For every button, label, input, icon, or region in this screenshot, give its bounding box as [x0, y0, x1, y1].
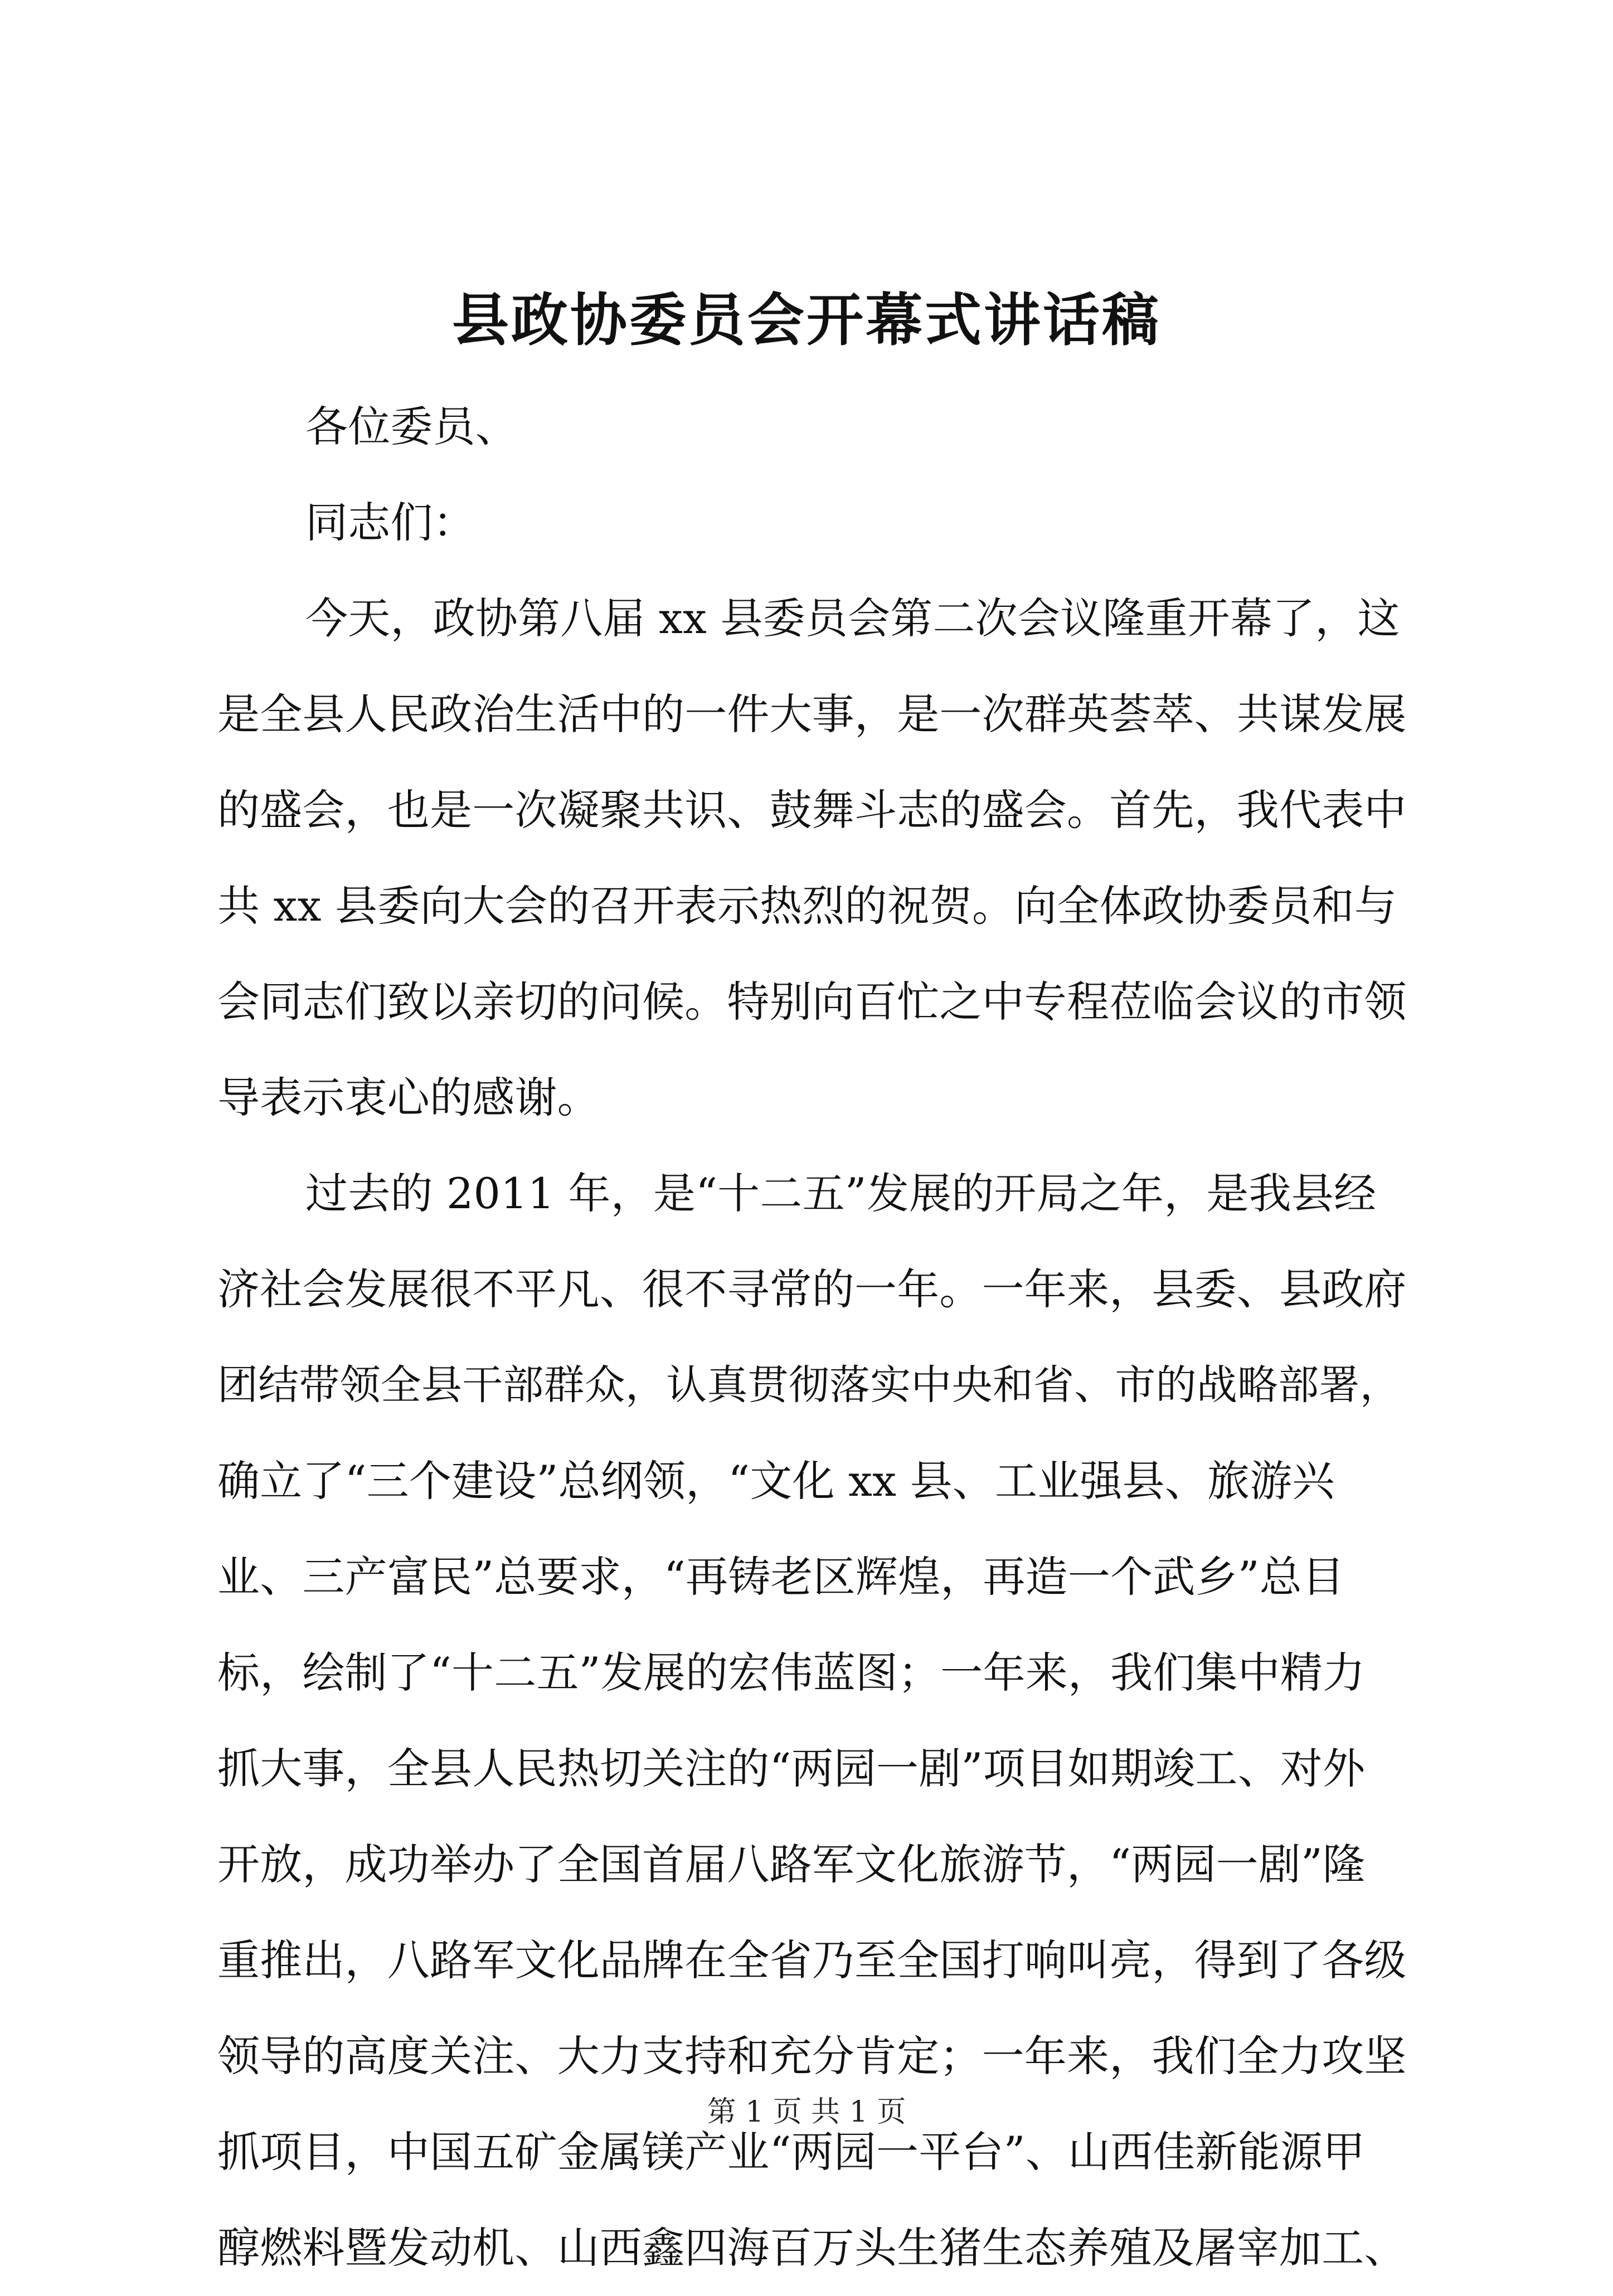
text-line: 团结带领全县干部群众，认真贯彻落实中央和省、市的战略部署，	[217, 1361, 1401, 1409]
text-line: 的盛会，也是一次凝聚共识、鼓舞斗志的盛会。首先，我代表中	[217, 785, 1407, 835]
text-line: 抓项目，中国五矿金属镁产业“两园一平台”、山西佳新能源甲	[217, 2127, 1366, 2177]
text-line: 导表示衷心的感谢。	[217, 1073, 600, 1122]
text-line: 是全县人民政治生活中的一件大事，是一次群英荟萃、共谋发展	[217, 689, 1407, 739]
text-line: 济社会发展很不平凡、很不寻常的一年。一年来，县委、县政府	[217, 1264, 1407, 1314]
text-line: 业、三产富民”总要求，“再铸老区辉煌，再造一个武乡”总目	[217, 1552, 1345, 1602]
text-line: 领导的高度关注、大力支持和充分肯定；一年来，我们全力攻坚	[217, 2031, 1407, 2081]
document-title: 县政协委员会开幕式讲话稿	[452, 287, 1161, 354]
text-line: 同志们：	[305, 498, 475, 547]
text-line: 过去的 2011 年，是“十二五”发展的开局之年，是我县经	[305, 1169, 1377, 1218]
text-line: 开放，成功举办了全国首届八路军文化旅游节，“两园一剧”隆	[217, 1840, 1366, 1889]
document-body	[217, 379, 1410, 2296]
text-line: 确立了“三个建设”总纲领，“文化 xx 县、工业强县、旅游兴	[217, 1456, 1335, 1506]
text-line: 今天，政协第八届 xx 县委员会第二次会议隆重开幕了，这	[305, 594, 1400, 643]
text-line: 重推出，八路军文化品牌在全省乃至全国打响叫亮，得到了各级	[217, 1935, 1407, 1985]
text-line: 标，绘制了“十二五”发展的宏伟蓝图；一年来，我们集中精力	[217, 1648, 1366, 1697]
text-line: 抓大事，全县人民热切关注的“两园一剧”项目如期竣工、对外	[217, 1744, 1366, 1793]
text-line: 共 xx 县委向大会的召开表示热烈的祝贺。向全体政协委员和与	[217, 881, 1397, 931]
text-line: 会同志们致以亲切的问候。特别向百忙之中专程莅临会议的市领	[217, 977, 1407, 1027]
text-line: 醇燃料暨发动机、山西鑫四海百万头生猪生态养殖及屠宰加工、	[217, 2223, 1407, 2273]
page-footer: 第 1 页 共 1 页	[707, 2095, 906, 2129]
text-line: 各位委员、	[305, 402, 518, 451]
